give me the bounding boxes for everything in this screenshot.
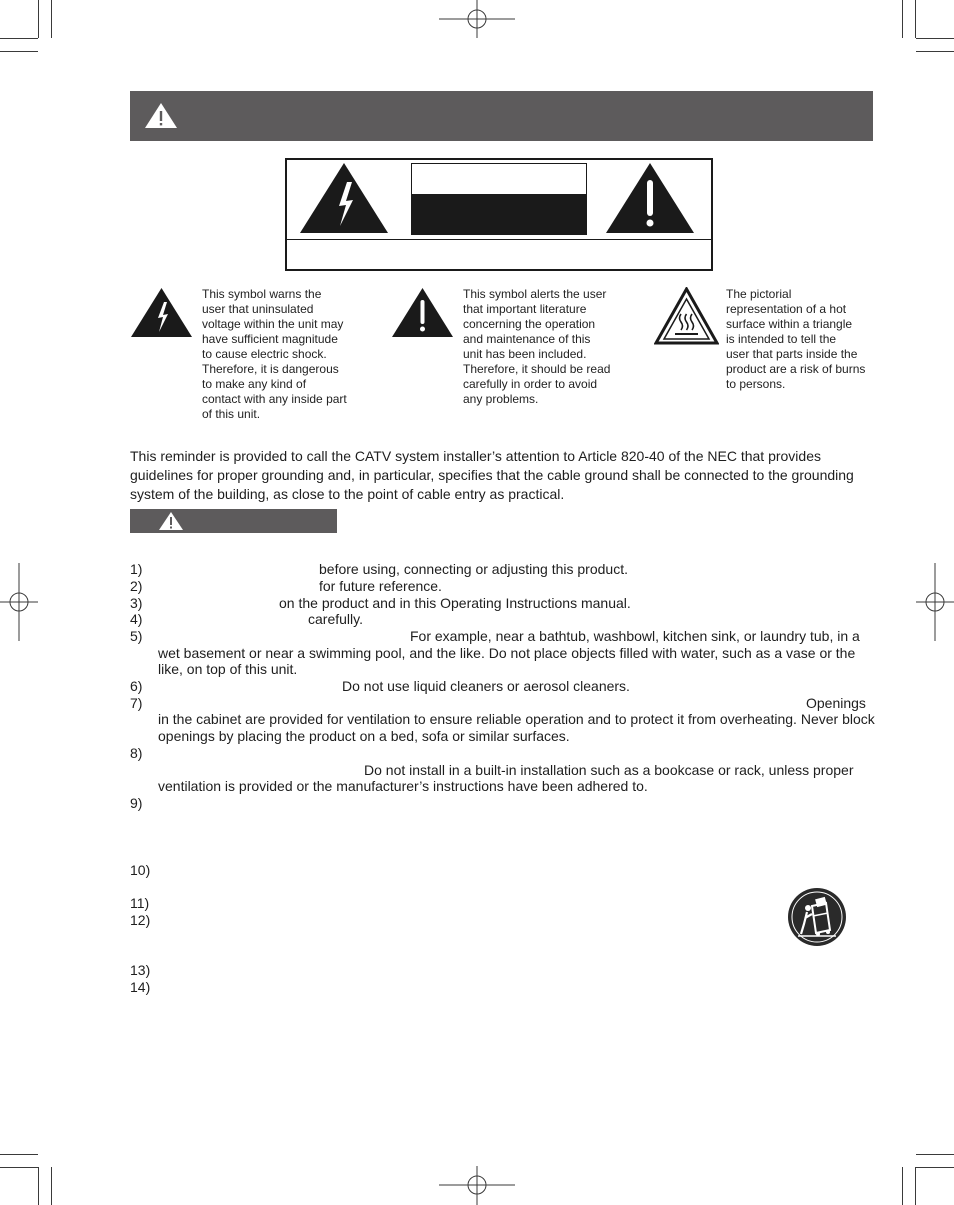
item-number: 4) — [130, 611, 143, 627]
hot-surface-icon — [654, 287, 719, 345]
item-text: like, on top of this unit. — [158, 661, 298, 677]
symbol-description-hot-surface: The pictorial representation of a hot surface within a triangle is intended to tell the user that parts inside the product are a risk of burns to persons. — [726, 287, 866, 391]
item-text: openings by placing the product on a bed, sofa or similar surfaces. — [158, 728, 570, 744]
caution-label-dark-band — [412, 194, 586, 234]
item-text: ventilation is provided or the manufacturer’s instructions have been adhered to. — [158, 778, 648, 794]
item-number: 10) — [130, 862, 151, 878]
item-number: 5) — [130, 628, 143, 644]
item-text: Do not install in a built-in installation such as a bookcase or rack, unless proper — [364, 762, 854, 778]
item-text: wet basement or near a swimming pool, and the like. Do not place objects filled with water, such as a vase or the — [158, 645, 856, 661]
item-number: 13) — [130, 962, 151, 978]
catv-note: This reminder is provided to call the CATV system installer’s attention to Article 820-40 of the NEC that provides guidelines for proper grounding and, in particular, specifies that the cable ground shall be connected to the grounding system of the building, as close to the point of cable entry as practical. — [130, 448, 854, 502]
caution-header-bar — [130, 509, 337, 533]
lightning-triangle-icon — [299, 162, 389, 234]
item-number: 2) — [130, 578, 143, 594]
item-number: 11) — [130, 895, 150, 911]
item-number: 3) — [130, 595, 143, 611]
item-text: carefully. — [308, 611, 363, 627]
item-text: Openings — [806, 695, 866, 711]
item-text: for future reference. — [319, 578, 442, 594]
warning-triangle-icon — [144, 102, 178, 129]
exclamation-warning-icon — [391, 287, 454, 338]
item-text: Do not use liquid cleaners or aerosol cleaners. — [342, 678, 630, 694]
cart-tip-over-icon — [786, 886, 848, 948]
item-number: 7) — [130, 695, 143, 711]
item-number: 14) — [130, 979, 151, 995]
symbol-description-exclamation: This symbol alerts the user that important literature concerning the operation and maintenance of this unit has been included. Therefore, it should be read carefully in order to avoid any problems. — [463, 287, 611, 406]
symbol-description-lightning: This symbol warns the user that uninsulated voltage within the unit may have sufficient magnitude to cause electric shock. Therefore, it is dangerous to make any kind of contact with any inside part of this unit. — [202, 287, 347, 421]
item-text: on the product and in this Operating Instructions manual. — [279, 595, 631, 611]
caution-label-divider — [287, 239, 711, 240]
caution-label-panel — [411, 163, 587, 235]
caution-label — [285, 158, 713, 271]
item-text: in the cabinet are provided for ventilation to ensure reliable operation and to protect it from overheating. Never block — [158, 711, 875, 727]
item-number: 8) — [130, 745, 143, 761]
warning-triangle-icon — [158, 511, 184, 531]
item-number: 9) — [130, 795, 143, 811]
lightning-warning-icon — [130, 287, 193, 338]
item-number: 6) — [130, 678, 143, 694]
item-number: 1) — [130, 561, 143, 577]
item-text: For example, near a bathtub, washbowl, kitchen sink, or laundry tub, in a — [410, 628, 860, 644]
exclamation-triangle-icon — [605, 162, 695, 234]
item-number: 12) — [130, 912, 151, 928]
item-text: before using, connecting or adjusting this product. — [319, 561, 628, 577]
safety-header-bar — [130, 91, 873, 141]
